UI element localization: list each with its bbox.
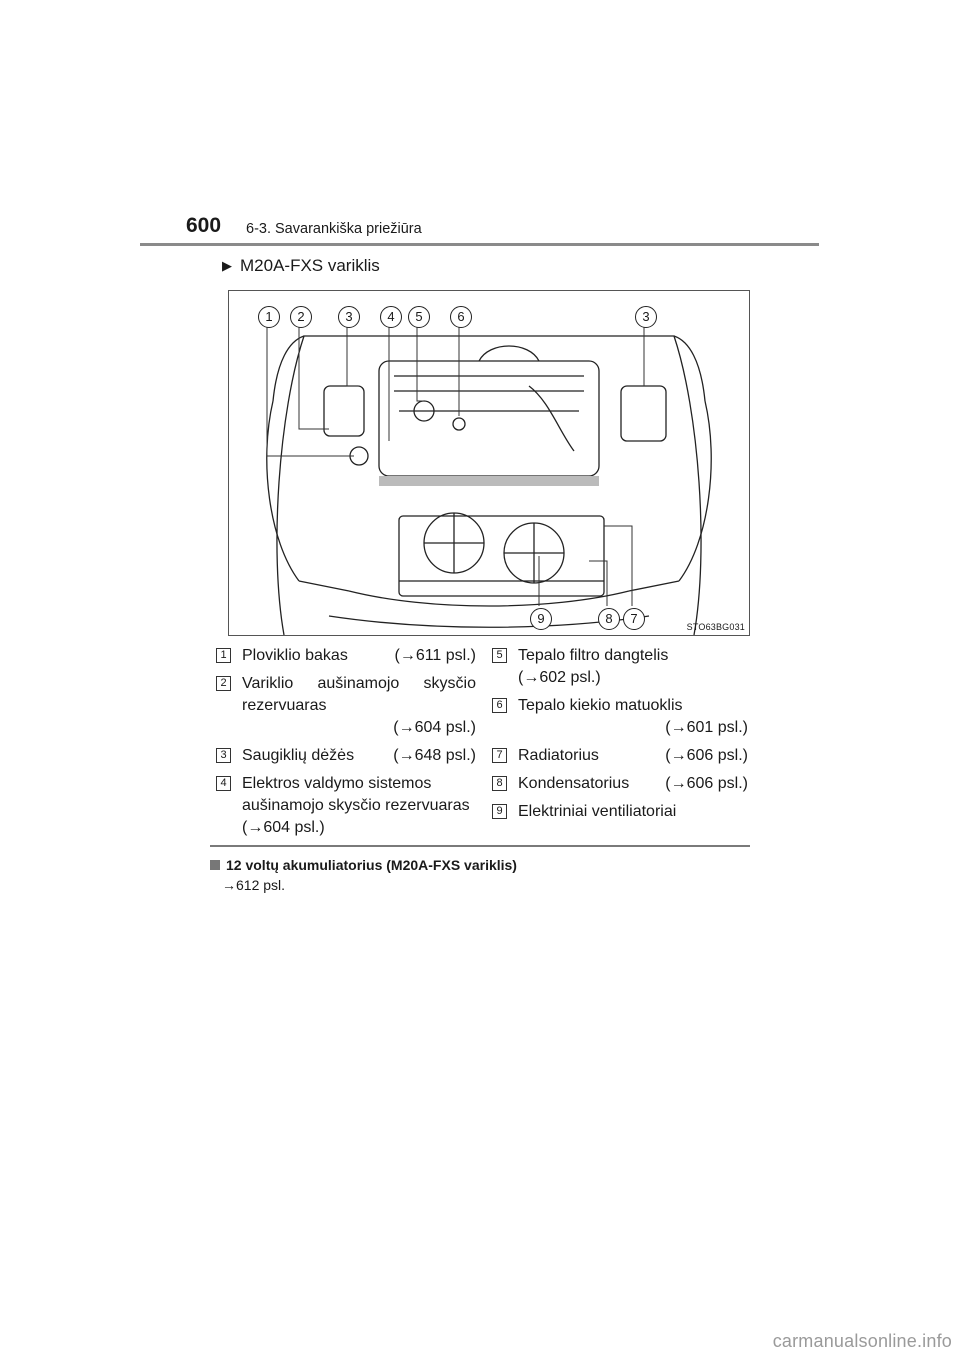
legend-number: 1 — [216, 648, 231, 663]
section-title: 6-3. Savarankiška priežiūra — [246, 221, 422, 237]
legend-number: 2 — [216, 676, 231, 691]
watermark: carmanualsonline.info — [772, 1331, 952, 1351]
legend-ref: (→648 psl.) — [393, 747, 476, 764]
figure-code: STO63BG031 — [686, 622, 745, 632]
legend-label: Variklio aušinamojo skysčio rezervuaras — [242, 675, 476, 714]
callout-1: 1 — [258, 306, 280, 328]
legend-label: Ploviklio bakas — [242, 647, 348, 664]
legend-ref: (→604 psl.) — [242, 819, 325, 836]
legend-label: Tepalo kiekio matuoklis — [518, 697, 683, 714]
header-divider — [140, 243, 819, 246]
legend-item — [492, 695, 748, 739]
legend-item — [216, 773, 476, 839]
legend-number: 8 — [492, 776, 507, 791]
legend-number: 5 — [492, 648, 507, 663]
legend-item — [492, 645, 748, 689]
legend-item — [492, 745, 748, 767]
triangle-bullet-icon: ▶ — [222, 258, 232, 273]
subheading — [222, 256, 380, 276]
legend-ref: (→606 psl.) — [665, 747, 748, 764]
engine-bay-illustration — [229, 291, 749, 635]
note-heading — [210, 857, 517, 873]
legend-ref: (→602 psl.) — [518, 669, 601, 686]
legend-label: Tepalo filtro dangtelis — [518, 647, 669, 664]
callout-8: 8 — [598, 608, 620, 630]
legend-item — [216, 645, 476, 667]
callout-2: 2 — [290, 306, 312, 328]
callout-9: 9 — [530, 608, 552, 630]
legend-label: Elektriniai ventiliatoriai — [518, 803, 677, 820]
legend-label: Kondensatorius — [518, 775, 630, 792]
callout-6: 6 — [450, 306, 472, 328]
note-heading-text: 12 voltų akumuliatorius (M20A-FXS variklis) — [226, 857, 517, 873]
note-divider — [210, 845, 750, 847]
legend-ref: (→606 psl.) — [665, 775, 748, 792]
callout-3-right: 3 — [635, 306, 657, 328]
legend-label: Elektros valdymo sistemos aušinamojo skysčio rezervuaras — [242, 775, 470, 814]
engine-bay-figure — [228, 290, 750, 636]
legend-left — [216, 645, 476, 845]
legend-item — [492, 773, 748, 795]
legend-number: 7 — [492, 748, 507, 763]
subheading-text: M20A-FXS variklis — [240, 256, 380, 275]
legend-right — [492, 645, 748, 829]
legend-number: 6 — [492, 698, 507, 713]
callout-4: 4 — [380, 306, 402, 328]
legend-ref: (→611 psl.) — [394, 647, 476, 664]
callout-3: 3 — [338, 306, 360, 328]
legend-ref: (→601 psl.) — [665, 719, 748, 736]
legend-item — [216, 745, 476, 767]
square-bullet-icon — [210, 860, 220, 870]
legend-item — [492, 801, 748, 823]
legend-label: Radiatorius — [518, 747, 599, 764]
page-number: 600 — [186, 214, 222, 237]
legend-number: 4 — [216, 776, 231, 791]
legend-label: Saugiklių dėžės — [242, 747, 355, 764]
legend-item — [216, 673, 476, 739]
legend-ref: (→604 psl.) — [393, 719, 476, 736]
note-body: →612 psl. — [222, 877, 286, 893]
callout-5: 5 — [408, 306, 430, 328]
legend-number: 9 — [492, 804, 507, 819]
legend-number: 3 — [216, 748, 231, 763]
callout-7: 7 — [623, 608, 645, 630]
